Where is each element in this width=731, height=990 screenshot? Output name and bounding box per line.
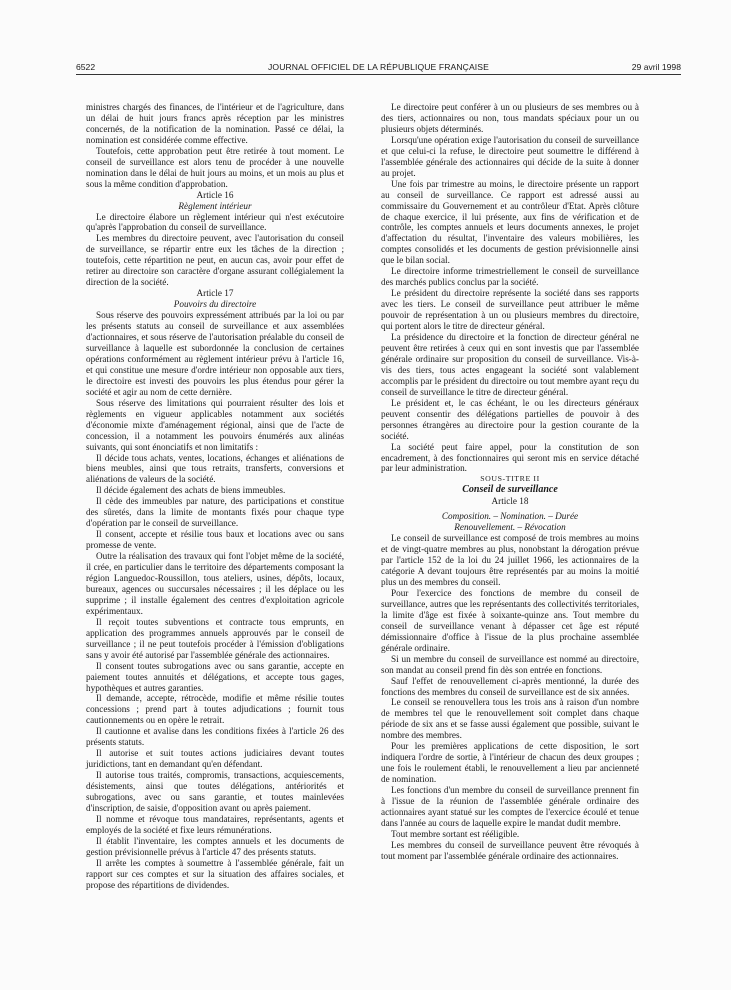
header-rule	[76, 74, 681, 75]
paragraph: Il demande, accepte, rétrocède, modifie et même résilie toutes concessions ; prend part à toutes adjudications ; fournit tous cautionnements ou en opère le retrait.	[86, 693, 344, 726]
article-heading: Article 17	[196, 288, 234, 299]
paragraph: Toutefois, cette approbation peut être retirée à tout moment. Le conseil de surveillance est alors tenu de procéder à une nouvelle nomination dans le délai de huit jours au moins, et un mois au plus et sous la même condition d'approbation.	[86, 145, 344, 189]
paragraph: Le conseil se renouvellera tous les trois ans à raison d'un nombre de membres tel que le renouvellement soit complet dans chaque période de six ans et se fasse aussi également que possible, suivant le nombre des membres.	[381, 697, 639, 741]
paragraph: Il autorise et suit toutes actions judiciaires devant toutes juridictions, tant en demandant qu'en défendant.	[86, 748, 344, 770]
article-title: Composition. – Nomination. – Durée	[441, 511, 579, 522]
paragraph: La présidence du directoire et la fonction de directeur général ne peuvent être retirées à ceux qui en sont investis que par l'assemblée générale ordinaire sur proposition du conseil de surveillance. Vis-à-vis des tiers, tous actes engageant la société sont valablement accomplis par le président du directoire ou tout membre ayant reçu du conseil de surveillance le titre de directeur général.	[381, 332, 639, 397]
paragraph: ministres chargés des finances, de l'intérieur et de l'agriculture, dans un délai de huit jours francs après réception par les ministres concernés, de la notification de la nomination. Passé ce délai, la nomination est considérée comme effective.	[86, 102, 344, 145]
paragraph: Il nomme et révoque tous mandataires, représentants, agents et employés de la société et fixe leurs rémunérations.	[86, 813, 344, 835]
paragraph: Tout membre sortant est rééligible.	[391, 828, 520, 839]
publication-date: 29 avril 1998	[631, 62, 681, 72]
sous-titre-name: Conseil de surveillance	[462, 484, 558, 496]
paragraph: Le directoire élabore un règlement intérieur qui n'est exécutoire qu'après l'approbation du conseil de surveillance.	[86, 211, 344, 233]
paragraph: Il établit l'inventaire, les comptes annuels et les documents de gestion prévisionnelle prévus à l'article 47 des présents statuts.	[86, 835, 344, 857]
paragraph: Outre la réalisation des travaux qui font l'objet même de la société, il crée, en particulier dans le territoire des départements composant la région Languedoc-Roussillon, tous ateliers, usines, dépôts, locaux, bureaux, agences ou succursales nécessaires ; il les déplace ou les supprime ; il installe également des centres d'exploitation agricole expérimentaux.	[86, 551, 344, 616]
paragraph: Il décide tous achats, ventes, locations, échanges et aliénations de biens meubles, ainsi que tous retraits, transferts, conversions et aliénations de valeurs de la société.	[86, 452, 344, 485]
paragraph: Une fois par trimestre au moins, le directoire présente un rapport au conseil de surveillance. Ce rapport est adressé aussi au commissaire du Gouvernement et au contrôleur d'Etat. Après clôture de chaque exercice, il lui présente, aux fins de vérification et de contrôle, les comptes annuels et leurs documents annexes, le projet d'affectation du résultat, l'inventaire des valeurs mobilières, les comptes consolidés et les documents de gestion prévisionnelle ainsi que le bilan social.	[381, 178, 639, 266]
paragraph: Il consent toutes subrogations avec ou sans garantie, accepte en paiement toutes annuités et délégations, et accepte tous gages, hypothèques et autres garanties.	[86, 660, 344, 693]
paragraph: Les membres du conseil de surveillance peuvent être révoqués à tout moment par l'assemblée générale ordinaire des actionnaires.	[381, 839, 639, 861]
paragraph: Si un membre du conseil de surveillance est nommé au directoire, son mandat au conseil prend fin dès son entrée en fonctions.	[381, 653, 639, 675]
paragraph: Pour les premières applications de cette disposition, le sort indiquera l'ordre de sortie, à l'intérieur de chacun des deux groupes ; une fois le roulement établi, le renouvellement a lieu par ancienneté de nomination.	[381, 741, 639, 785]
paragraph: Il autorise tous traités, compromis, transactions, acquiescements, désistements, ainsi que toutes délégations, antériorités et subrogations, avec ou sans garantie, et toutes mainlevées d'inscription, de saisie, d'opposition avant ou après paiement.	[86, 770, 344, 813]
journal-title: JOURNAL OFFICIEL DE LA RÉPUBLIQUE FRANÇAISE	[268, 62, 489, 72]
paragraph: La société peut faire appel, pour la constitution de son encadrement, à des fonctionnaires qui seront mis en service détaché par leur administration.	[381, 441, 639, 474]
paragraph: Les fonctions d'un membre du conseil de surveillance prennent fin à l'issue de la réunion de l'assemblée générale ordinaire des actionnaires ayant statué sur les comptes de l'exercice écoulé et tenue dans l'année au cours de laquelle expire le mandat dudit membre.	[381, 785, 639, 828]
right-column	[381, 102, 639, 862]
sous-titre-heading: SOUS-TITRE II	[480, 474, 540, 484]
paragraph: Il décide également des achats de biens immeubles.	[96, 485, 286, 496]
paragraph: Sous réserve des pouvoirs expressément attribués par la loi ou par les présents statuts au conseil de surveillance et aux assemblées d'actionnaires, et sous réserve de l'autorisation préalable du conseil de surveillance à laquelle est subordonnée la conclusion de certaines opérations conformément au règlement intérieur prévu à l'article 16, et qui constitue une mesure d'ordre intérieur non opposable aux tiers, le directoire est investi des pouvoirs les plus étendus pour gérer la société et agir au nom de cette dernière.	[86, 310, 344, 397]
page-number: 6522	[76, 62, 96, 72]
paragraph: Les membres du directoire peuvent, avec l'autorisation du conseil de surveillance, se répartir entre eux les tâches de la direction ; toutefois, cette répartition ne peut, en aucun cas, avoir pour effet de retirer au directoire son caractère d'organe assurant collégialement la direction de la société.	[86, 233, 344, 288]
paragraph: Sauf l'effet de renouvellement ci-après mentionné, la durée des fonctions des membres du conseil de surveillance est de six années.	[381, 675, 639, 697]
paragraph: Il cède des immeubles par nature, des participations et constitue des sûretés, dans la limite de montants fixés pour chaque type d'opération par le conseil de surveillance.	[86, 496, 344, 529]
article-title: Règlement intérieur	[178, 200, 252, 211]
paragraph: Sous réserve des limitations qui pourraient résulter des lois et règlements en vigueur applicables notamment aux sociétés d'économie mixte d'aménagement régional, ainsi que de l'acte de concession, il a notamment les pouvoirs énumérés aux alinéas suivants, qui sont énonciatifs et non limitatifs :	[86, 397, 344, 452]
paragraph: Il reçoit toutes subventions et contracte tous emprunts, en application des programmes annuels approuvés par le conseil de surveillance ; il ne peut toutefois procéder à l'émission d'obligations sans y avoir été autorisé par l'assemblée générale des actionnaires.	[86, 616, 344, 660]
paragraph: Pour l'exercice des fonctions de membre du conseil de surveillance, autres que les représentants des collectivités territoriales, la limite d'âge est fixée à soixante-quinze ans. Tout membre du conseil de surveillance venant à dépasser cet âge est réputé démissionnaire d'office à l'issue de la plus prochaine assemblée générale ordinaire.	[381, 587, 639, 653]
paragraph: Il consent, accepte et résilie tous baux et locations avec ou sans promesse de vente.	[86, 529, 344, 551]
paragraph: Le conseil de surveillance est composé de trois membres au moins et de vingt-quatre membres au plus, nonobstant la dérogation prévue par l'article 152 de la loi du 24 juillet 1966, les actionnaires de la catégorie A devant toujours être représentés par au moins la moitié plus un des membres du conseil.	[381, 533, 639, 587]
paragraph: Le président du directoire représente la société dans ses rapports avec les tiers. Le conseil de surveillance peut attribuer le même pouvoir de représentation à un ou plusieurs membres du directoire, qui portent alors le titre de directeur général.	[381, 288, 639, 332]
paragraph: Il cautionne et avalise dans les conditions fixées à l'article 26 des présents statuts.	[86, 726, 344, 748]
paragraph: Il arrête les comptes à soumettre à l'assemblée générale, fait un rapport sur ces comptes et sur la situation des affaires sociales, et propose des répartitions de dividendes.	[86, 857, 344, 890]
paragraph: Le directoire peut conférer à un ou plusieurs de ses membres ou à des tiers, actionnaires ou non, tous mandats spéciaux pour un ou plusieurs objets déterminés.	[381, 102, 639, 134]
article-heading: Article 18	[491, 496, 529, 507]
article-heading: Article 16	[196, 189, 234, 200]
paragraph: Le président et, le cas échéant, le ou les directeurs généraux peuvent consentir des délégations partielles de pouvoir à des personnes étrangères au directoire pour la gestion courante de la société.	[381, 397, 639, 441]
article-title: Pouvoirs du directoire	[173, 299, 257, 310]
article-title: Renouvellement. – Révocation	[454, 522, 566, 533]
left-column	[86, 102, 344, 891]
paragraph: Le directoire informe trimestriellement le conseil de surveillance des marchés publics conclus par la société.	[381, 266, 639, 288]
paragraph: Lorsqu'une opération exige l'autorisation du conseil de surveillance et que celui-ci la refuse, le directoire peut soumettre le différend à l'assemblée générale des actionnaires qui décide de la suite à donner au projet.	[381, 134, 639, 178]
